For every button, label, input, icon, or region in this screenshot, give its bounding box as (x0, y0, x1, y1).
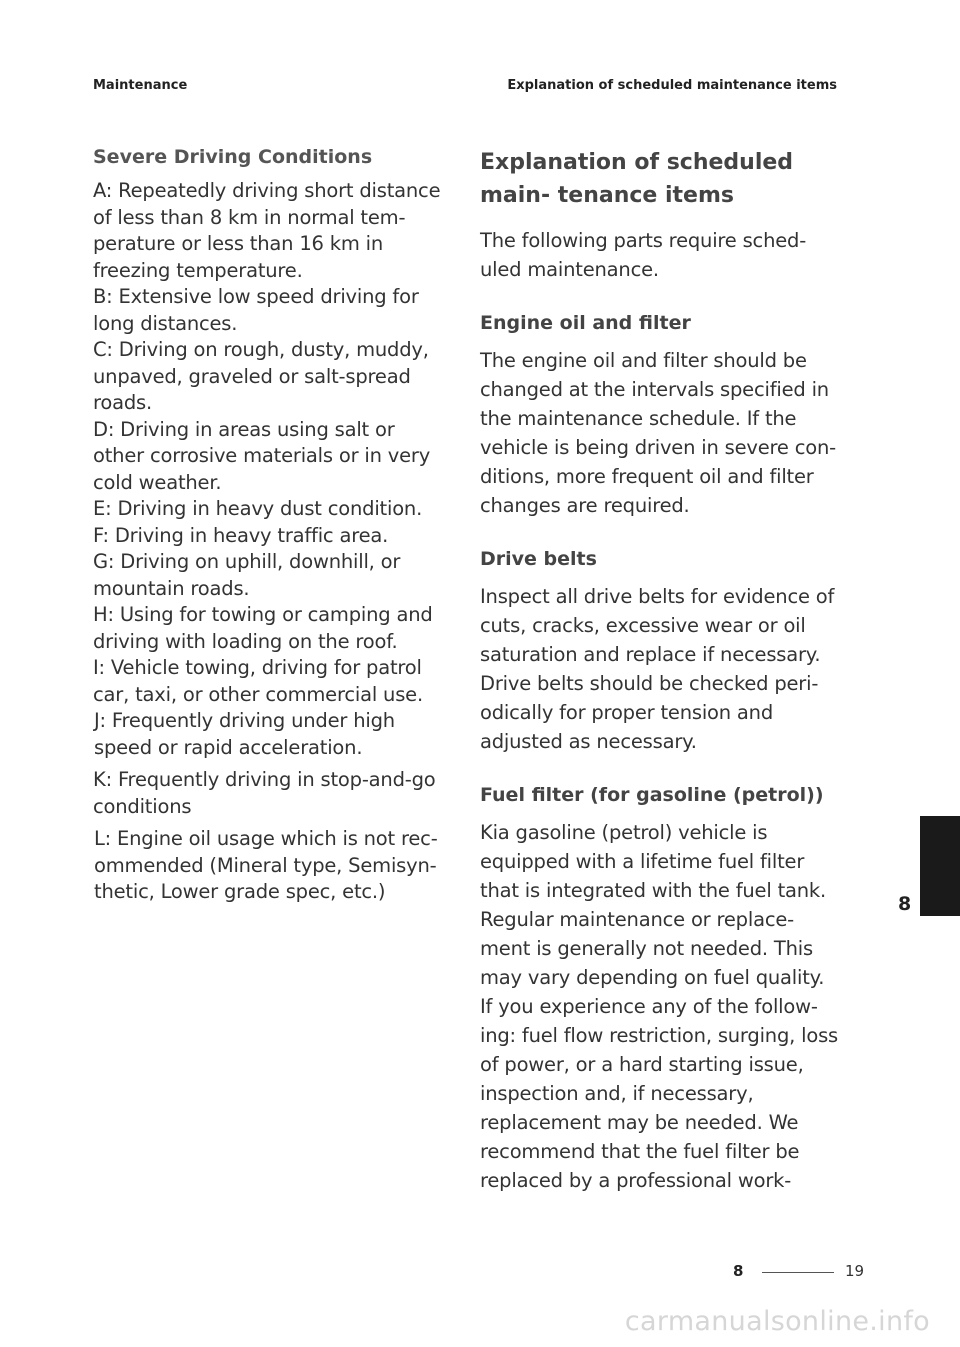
header-section-title: Maintenance (93, 78, 188, 93)
condition-g: G: Driving on uphill, downhill, or mountain roads. (93, 550, 401, 600)
fuel-filter-body: Kia gasoline (petrol) vehicle is equipped with a lifetime fuel filter that is integrated with the fuel tank. Regular maintenance or replace- ment is generally not needed. This may vary depending on fuel quality. If you experience any of the follow- ing: fuel flow restriction, surging, loss of power, or a hard starting issue, inspection and, if necessary, replacement may be needed. We recommend that the fuel filter be replaced by a professional work- (480, 821, 839, 1192)
condition-i: I: Vehicle towing, driving for patrol car, taxi, or other commercial use. (93, 656, 423, 706)
footer-page-number: 19 (845, 1262, 865, 1280)
watermark: carmanualsonline.info (624, 1306, 930, 1337)
condition-c: C: Driving on rough, dusty, muddy, unpaved, graveled or salt-spread roads. (93, 338, 429, 414)
condition-b: B: Extensive low speed driving for long distances. (93, 285, 419, 335)
fuel-filter-heading: Fuel filter (for gasoline (petrol)) (480, 784, 824, 806)
page-title: Explanation of scheduled main- tenance items (480, 150, 794, 208)
condition-d: D: Driving in areas using salt or other corrosive materials or in very cold weather. (93, 417, 431, 494)
condition-j: J: Frequently driving under high speed or rapid acceleration. (94, 709, 395, 759)
chapter-tab (920, 816, 960, 916)
drive-belts-heading: Drive belts (480, 548, 597, 570)
engine-oil-body: The engine oil and filter should be changed at the intervals specified in the maintenance schedule. If the vehicle is being driven in severe con- ditions, more frequent oil and filter changes are required. (480, 349, 836, 517)
condition-k: K: Frequently driving in stop-and-go conditions (93, 768, 436, 818)
intro-paragraph: The following parts require sched- uled maintenance. (480, 229, 807, 281)
right-column (480, 146, 840, 1213)
footer-divider (762, 1272, 834, 1273)
severe-conditions-heading: Severe Driving Conditions (93, 146, 373, 168)
condition-a: A: Repeatedly driving short distance of less than 8 km in normal tem perature or less than 16 km in freezing temperature. (93, 179, 441, 282)
left-column (93, 146, 445, 906)
drive-belts-body: Inspect all drive belts for evidence of cuts, cracks, excessive wear or oil saturation and replace if necessary. Drive belts should be checked peri- odically for proper tension and adjusted as necessary. (480, 585, 835, 753)
chapter-tab-number: 8 (898, 893, 912, 915)
header-page-title: Explanation of scheduled maintenance items (507, 78, 837, 93)
condition-l: L: Engine oil usage which is not rec- ommended (Mineral type, Semisyn- thetic, Lower grade spec, etc.) (94, 827, 438, 903)
condition-f: F: Driving in heavy traffic area. (93, 523, 389, 547)
engine-oil-heading: Engine oil and filter (480, 312, 691, 334)
condition-e: E: Driving in heavy dust condition. (93, 497, 423, 520)
footer-chapter-number: 8 (733, 1262, 744, 1280)
condition-h: H: Using for towing or camping and driving with loading on the roof. (93, 603, 433, 653)
